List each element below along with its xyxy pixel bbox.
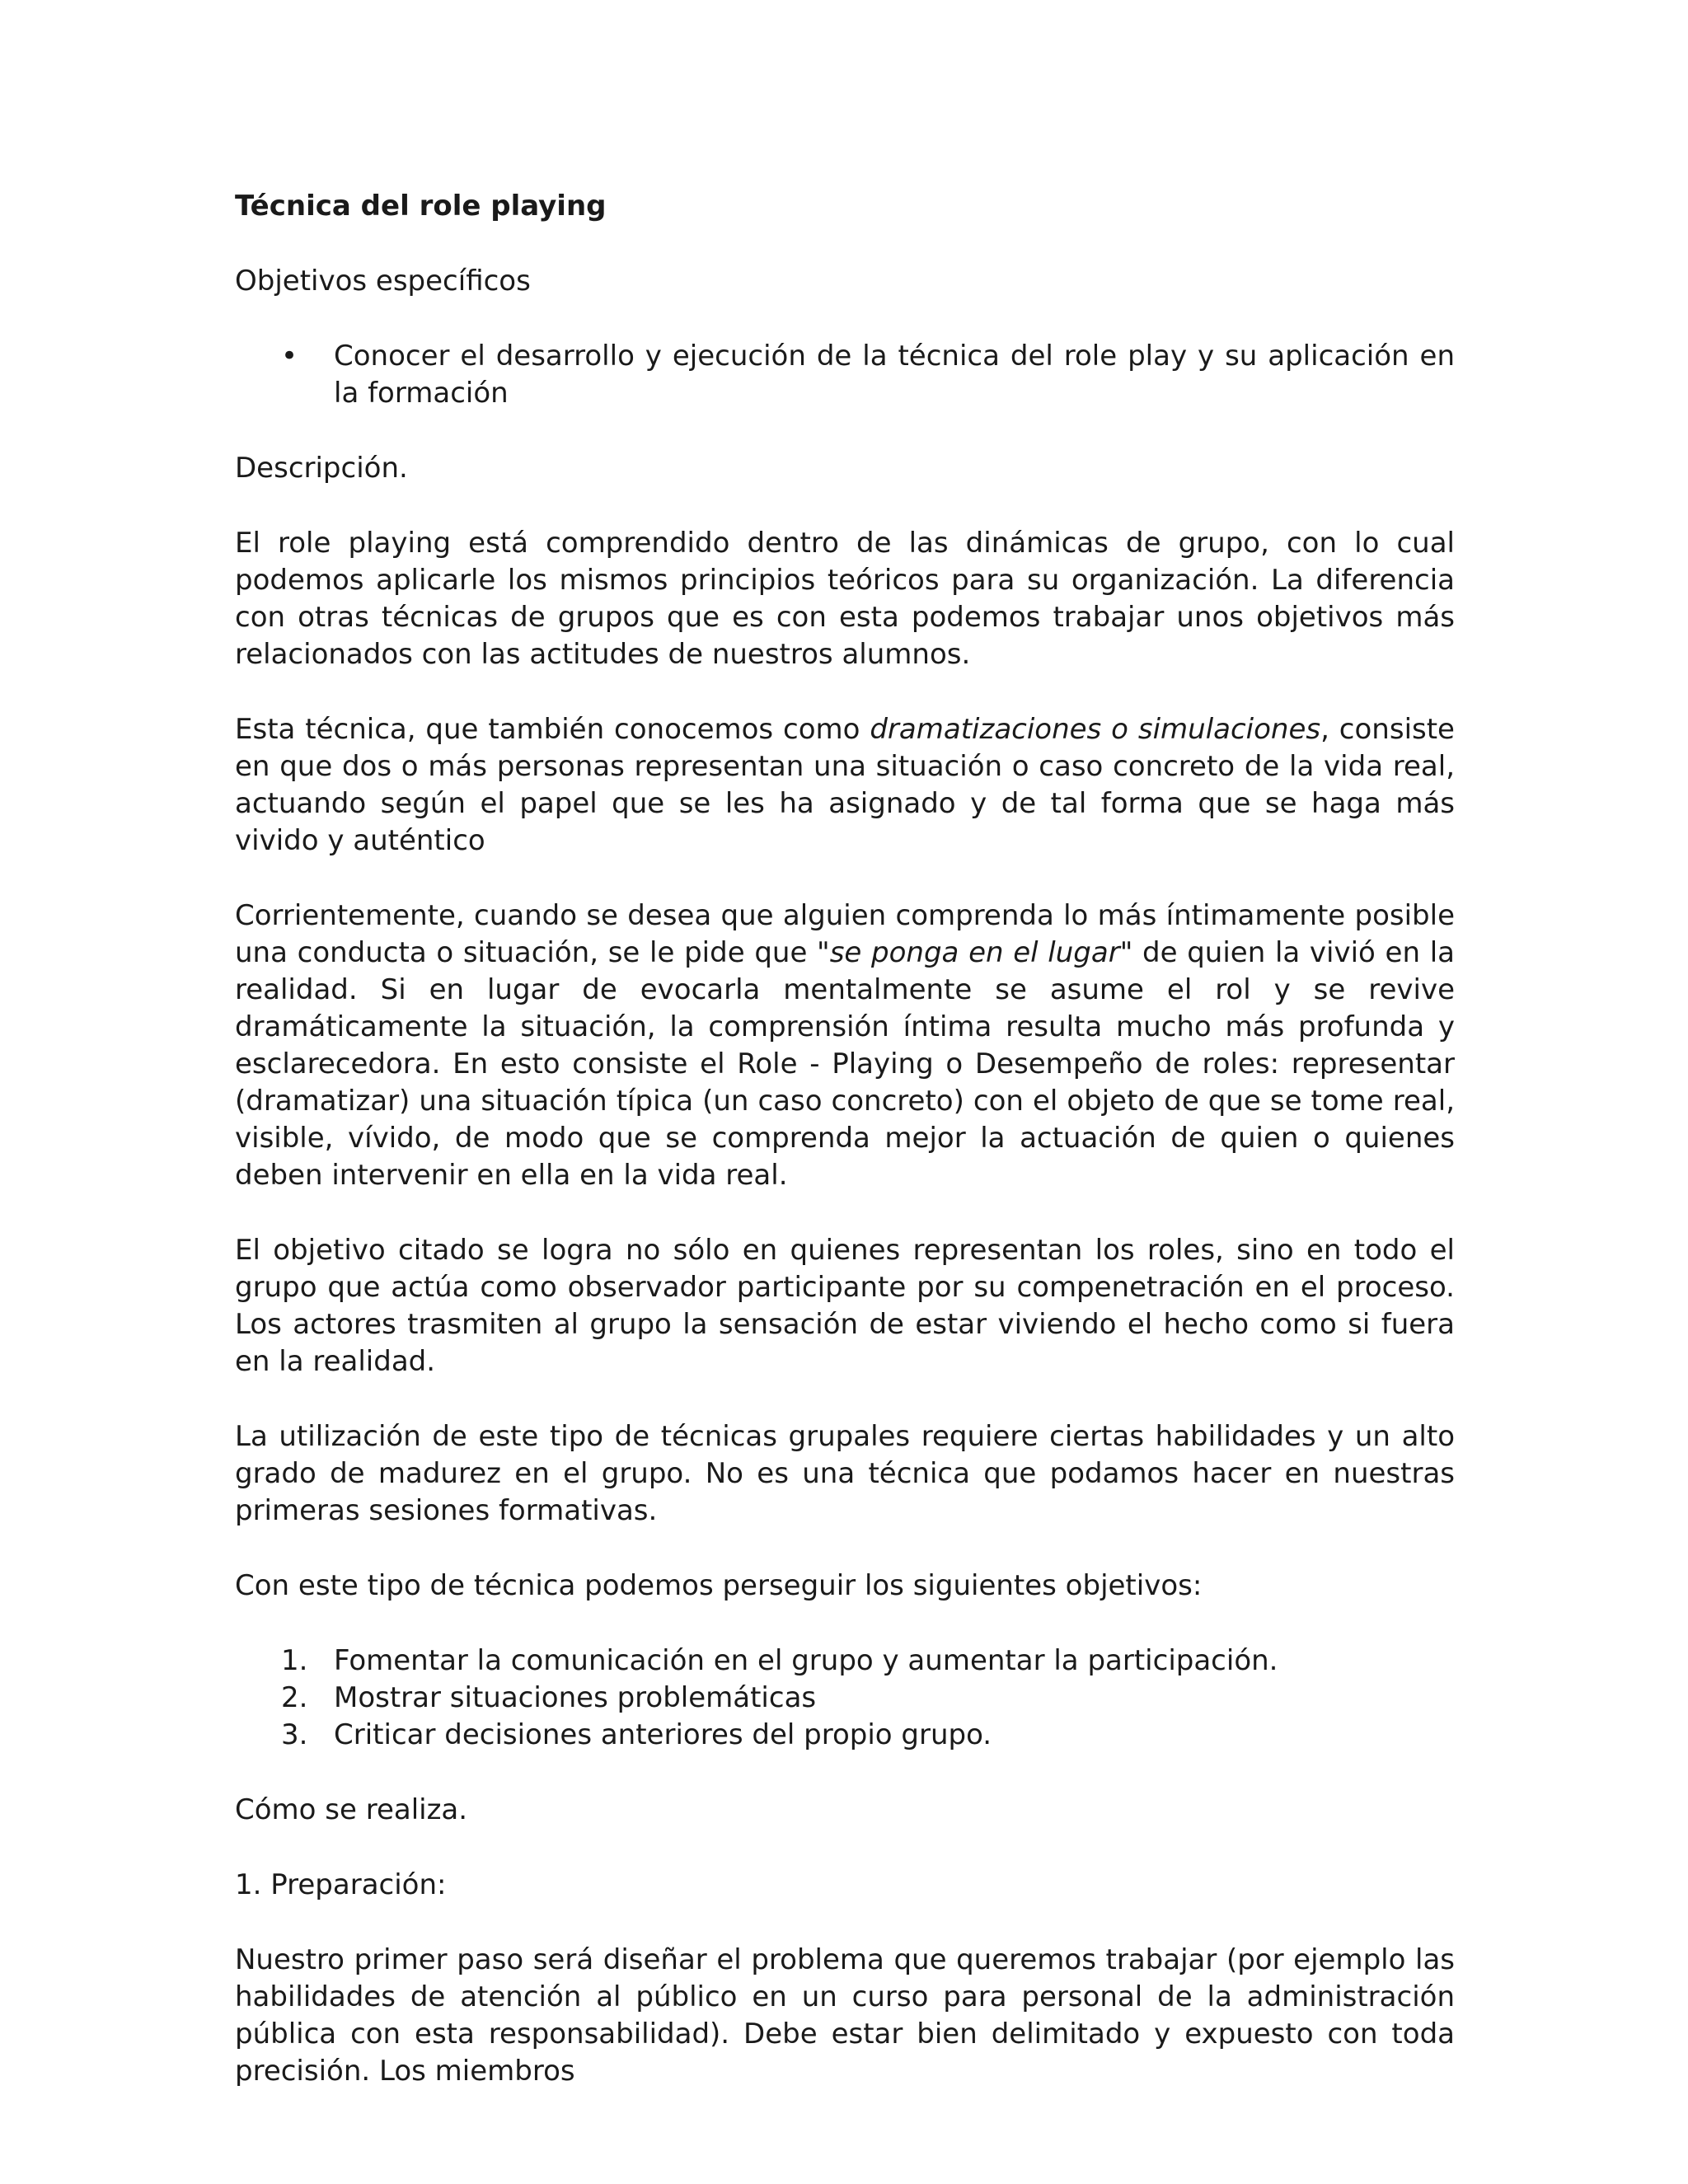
paragraph-3-part-1: Corrientemente, cuando se desea que alguien comprenda lo más íntimamente posible una conducta o situación, se le pide que " (235, 899, 1455, 969)
list-item-text: Mostrar situaciones problemáticas (334, 1681, 817, 1714)
list-number: 3. (281, 1718, 308, 1751)
paragraph-6: Con este tipo de técnica podemos perseguir los siguientes objetivos: (235, 1569, 1203, 1602)
list-item (235, 1717, 1455, 1754)
paragraph-3-italic: se ponga en el lugar (829, 936, 1120, 969)
preparacion-heading: 1. Preparación: (235, 1868, 447, 1901)
list-item-text: Criticar decisiones anteriores del propio grupo. (334, 1718, 992, 1751)
como-heading: Cómo se realiza. (235, 1793, 468, 1826)
list-item-text: Conocer el desarrollo y ejecución de la técnica del role play y su aplicación en la formación (334, 340, 1455, 410)
list-item (235, 1643, 1455, 1680)
paragraph-2-part-2: , consiste en que dos o más personas representan una situación o caso concreto de la vida real, actuando según el papel que se les ha asignado y de tal forma que se haga más vivido y auténtico (235, 713, 1455, 857)
list-item (235, 1680, 1455, 1717)
objetivos-numbered-list (235, 1643, 1455, 1754)
bullet-marker: • (281, 340, 298, 373)
list-number: 2. (281, 1681, 308, 1714)
list-number: 1. (281, 1644, 308, 1677)
objetivos-list (235, 338, 1455, 412)
paragraph-2 (235, 711, 1455, 860)
paragraph-2-part-1: Esta técnica, que también conocemos como (235, 713, 870, 746)
list-item-text: Fomentar la comunicación en el grupo y aumentar la participación. (334, 1644, 1278, 1677)
document-body (235, 188, 1455, 2128)
paragraph-4: El objetivo citado se logra no sólo en quienes representan los roles, sino en todo el grupo que actúa como observador participante por su compenetración en el proceso. Los actores trasmiten al grupo la sensación de estar viviendo el hecho como si fuera en la realidad. (235, 1234, 1455, 1378)
paragraph-1: El role playing está comprendido dentro de las dinámicas de grupo, con lo cual podemos aplicarle los mismos principios teóricos para su organización. La diferencia con otras técnicas de grupos que es con esta podemos trabajar unos objetivos más relacionados con las actitudes de nuestros alumnos. (235, 527, 1455, 671)
paragraph-3 (235, 898, 1455, 1194)
paragraph-5: La utilización de este tipo de técnicas grupales requiere ciertas habilidades y un alto grado de madurez en el grupo. No es una técnica que podamos hacer en nuestras primeras sesiones formativas. (235, 1420, 1455, 1527)
list-item (235, 338, 1455, 412)
document-title: Técnica del role playing (235, 190, 607, 223)
descripcion-heading: Descripción. (235, 452, 408, 485)
paragraph-7: Nuestro primer paso será diseñar el problema que queremos trabajar (por ejemplo las habilidades de atención al público en un curso para personal de la administración pública con esta responsabilidad). Debe estar bien delimitado y expuesto con toda precisión. Los miembros (235, 1943, 1455, 2088)
paragraph-3-part-2: " de quien la vivió en la realidad. Si en lugar de evocarla mentalmente se asume el rol y se revive dramáticamente la situación, la comprensión íntima resulta mucho más profunda y esclarecedora. En esto consiste el Role - Playing o Desempeño de roles: representar (dramatizar) una situación típica (un caso concreto) con el objeto de que se tome real, visible, vívido, de modo que se comprenda mejor la actuación de quien o quienes deben intervenir en ella en la vida real. (235, 936, 1455, 1192)
objetivos-heading: Objetivos específicos (235, 265, 531, 298)
paragraph-2-italic: dramatizaciones o simulaciones (870, 713, 1321, 746)
